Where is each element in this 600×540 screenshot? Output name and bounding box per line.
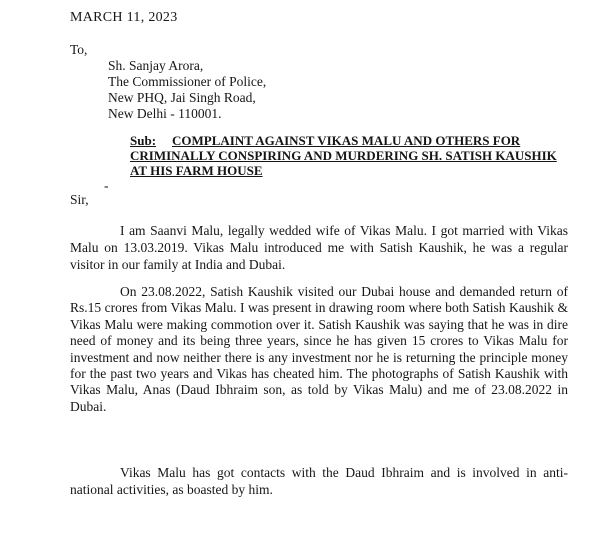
paragraph-text: I am Saanvi Malu, legally wedded wife of Vikas Malu. I got married with Vikas Malu on 13.03.2019. Vikas Malu introduced me with Satish Kaushik, he was a regular visitor in our family at India and Dubai. (70, 223, 568, 272)
recipient-address (108, 58, 266, 122)
paragraph-text: Vikas Malu has got contacts with the Daud Ibhraim and is involved in anti-national activities, as boasted by him. (70, 465, 568, 497)
subject-line (130, 133, 570, 178)
salutation: Sir, (70, 192, 89, 207)
paragraph-contacts (70, 464, 568, 498)
address-line: The Commissioner of Police, (108, 74, 267, 89)
address-line: New Delhi - 110001. (108, 106, 222, 121)
subject-label: Sub: (130, 133, 157, 148)
address-line: Sh. Sanjay Arora, (108, 58, 204, 73)
recipient-prefix: To, (70, 42, 88, 57)
dash-mark: - (104, 178, 109, 193)
paragraph-introduction (70, 222, 568, 273)
paragraph-dubai-visit (70, 284, 568, 415)
subject-text: COMPLAINT AGAINST VIKAS MALU AND OTHERS FOR CRIMINALLY CONSPIRING AND MURDERING SH. SATISH KAUSHIK AT HIS FARM HOUSE (130, 133, 557, 178)
address-line: New PHQ, Jai Singh Road, (108, 90, 256, 105)
paragraph-text: On 23.08.2022, Satish Kaushik visited our Dubai house and demanded return of Rs.15 crores from Vikas Malu. I was present in drawing room where both Satish Kaushik & Vikas Malu were making commotion over it. Satish Kaushik was saying that he was in dire need of money and its being three years, since he has given 15 crores to Vikas Malu for investment and now neither there is any investment nor he is returning the principle money for the past two years and Vikas has cheated him. The photographs of Satish Kaushik with Vikas Malu, Anas (Daud Ibhraim son, as told by Vikas Malu) and me of 23.08.2022 in Dubai. (70, 284, 568, 414)
letter-date: MARCH 11, 2023 (70, 10, 178, 25)
